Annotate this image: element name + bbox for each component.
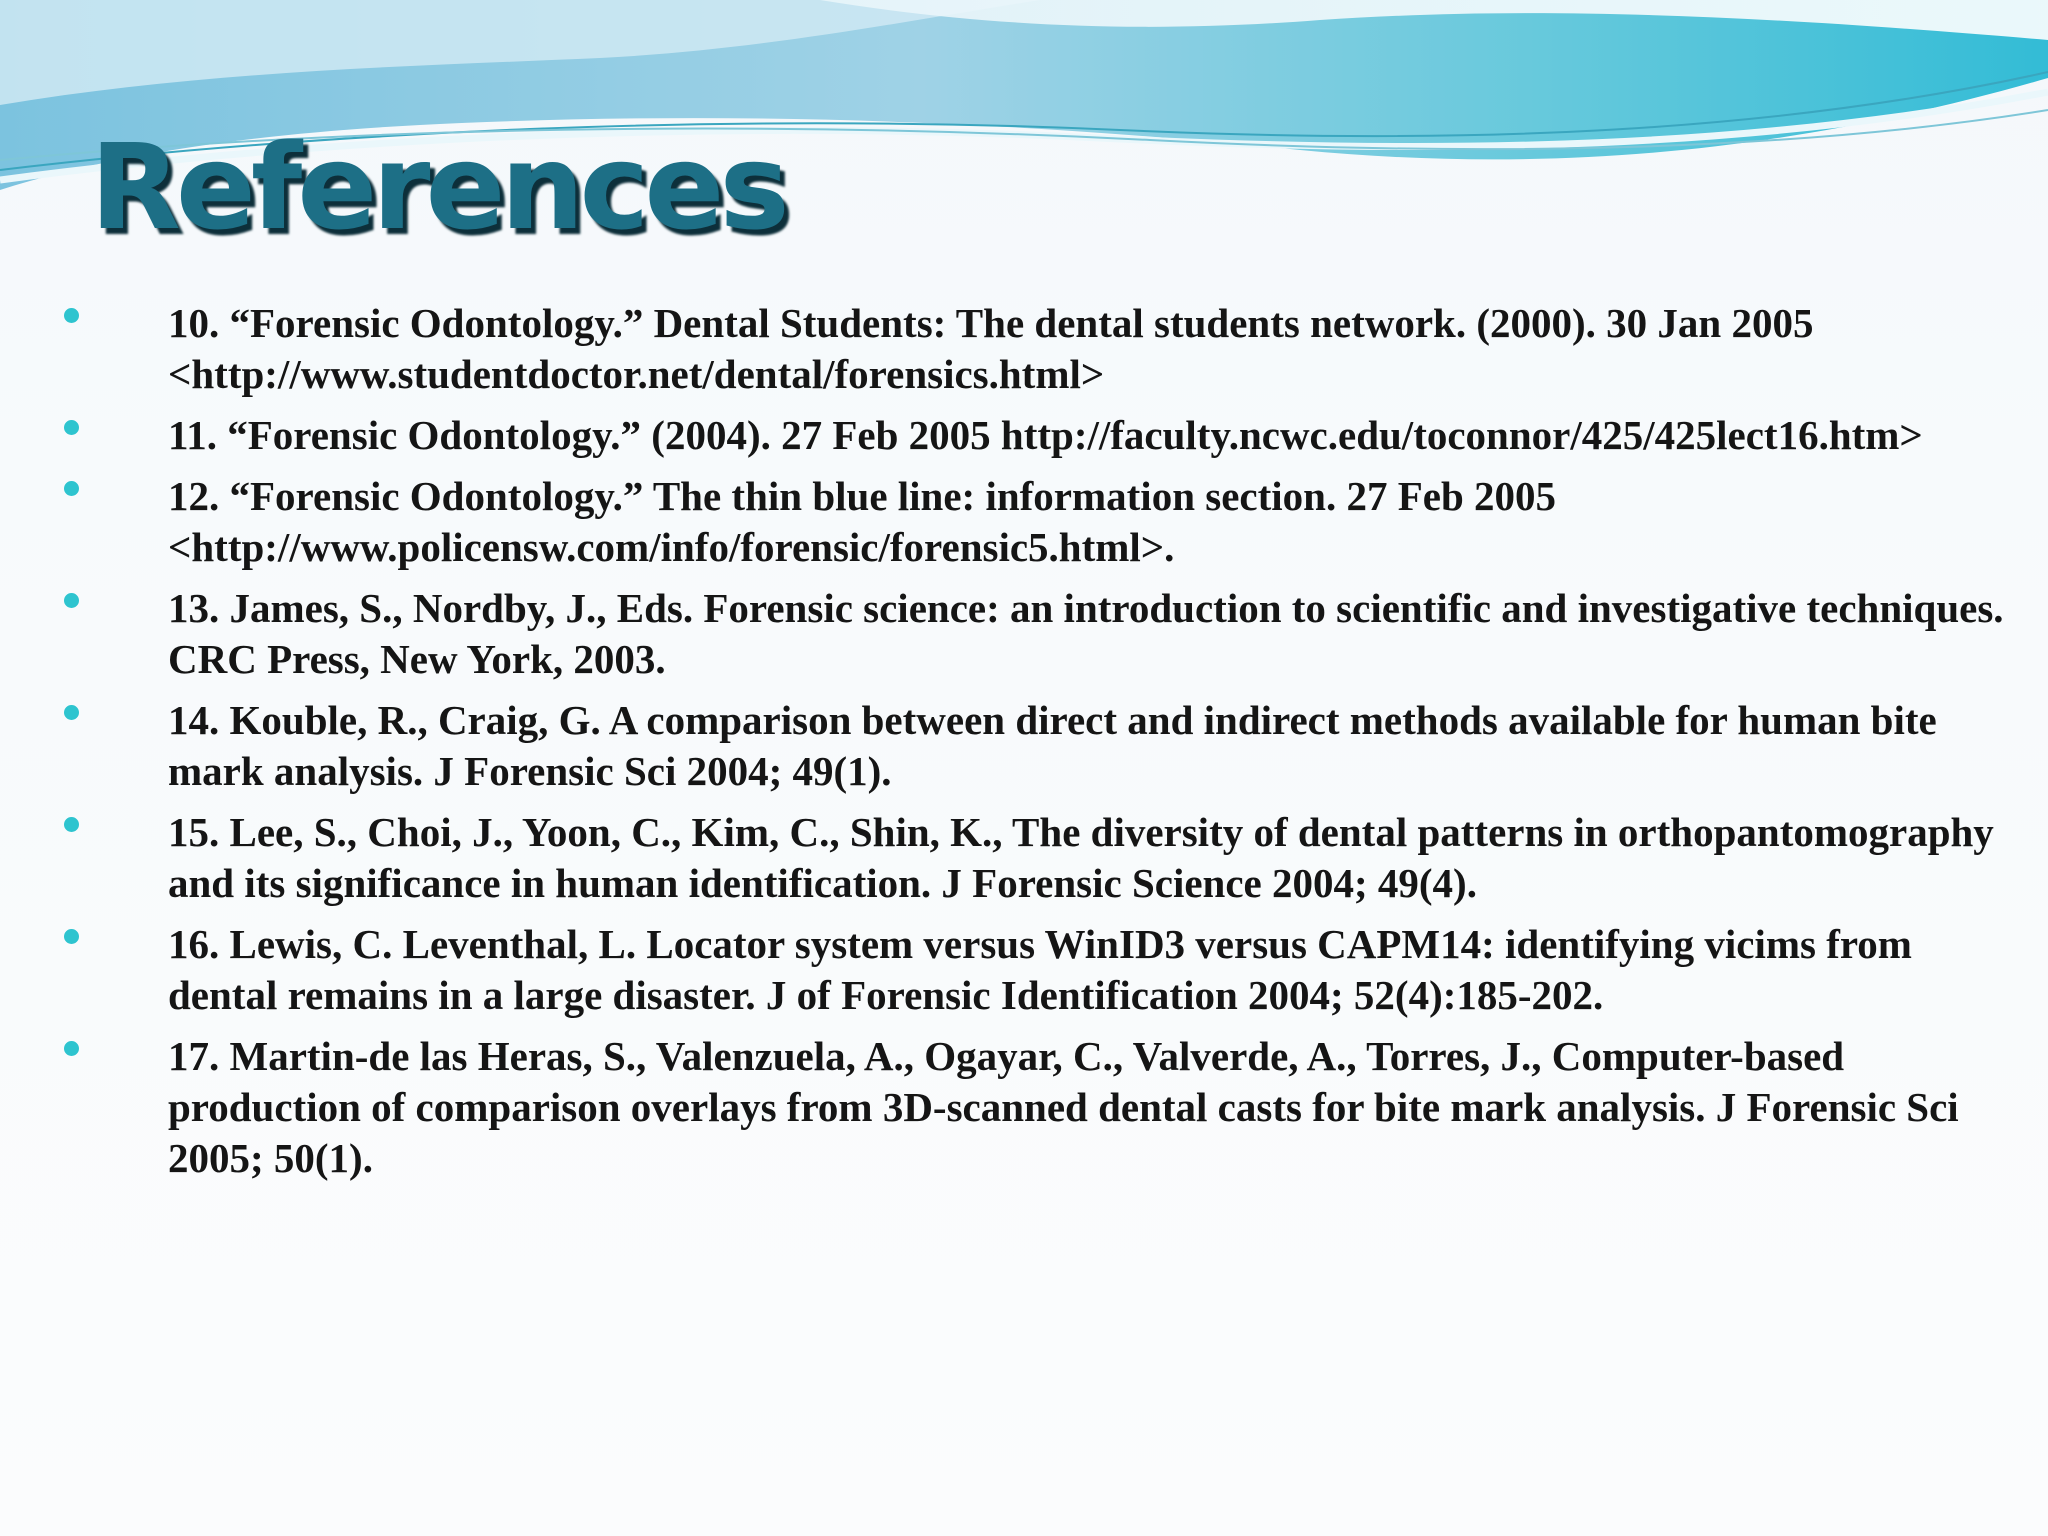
reference-text: 16. Lewis, C. Leventhal, L. Locator system versus WinID3 versus CAPM14: identifying vicims from dental remains in a large disaster. J of Forensic Identification 2004; 52(4):185-202. xyxy=(168,921,1912,1018)
bullet-icon xyxy=(64,420,79,435)
reference-item-12 xyxy=(0,471,2048,573)
bullet-icon xyxy=(64,1041,79,1056)
reference-item-17 xyxy=(0,1031,2048,1184)
bullet-icon xyxy=(64,705,79,720)
bullet-icon xyxy=(64,481,79,496)
reference-text: 17. Martin-de las Heras, S., Valenzuela, A., Ogayar, C., Valverde, A., Torres, J., Computer-based production of comparison overlays from 3D-scanned dental casts for bite mark analysis. J Forensic Sci 2005; 50(1). xyxy=(168,1033,1959,1181)
bullet-icon xyxy=(64,593,79,608)
reference-text: 11. “Forensic Odontology.” (2004). 27 Feb 2005 http://faculty.ncwc.edu/toconnor/425/425lect16.htm> xyxy=(168,412,1923,458)
reference-item-11 xyxy=(0,410,2048,461)
reference-item-13 xyxy=(0,583,2048,685)
bullet-icon xyxy=(64,308,79,323)
reference-item-16 xyxy=(0,919,2048,1021)
reference-item-14 xyxy=(0,695,2048,797)
reference-item-10 xyxy=(0,298,2048,400)
reference-text: 13. James, S., Nordby, J., Eds. Forensic science: an introduction to scientific and investigative techniques. CRC Press, New York, 2003. xyxy=(168,585,2004,682)
reference-list xyxy=(0,298,2048,1194)
reference-text: 10. “Forensic Odontology.” Dental Students: The dental students network. (2000). 30 Jan 2005 <http://www.studentdoctor.net/dental/forensics.html> xyxy=(168,300,1814,397)
reference-item-15 xyxy=(0,807,2048,909)
reference-text: 12. “Forensic Odontology.” The thin blue line: information section. 27 Feb 2005 <http://www.policensw.com/info/forensic/forensic5.html>. xyxy=(168,473,1556,570)
bullet-icon xyxy=(64,817,79,832)
bullet-icon xyxy=(64,929,79,944)
reference-text: 15. Lee, S., Choi, J., Yoon, C., Kim, C., Shin, K., The diversity of dental patterns in orthopantomography and its significance in human identification. J Forensic Science 2004; 49(4). xyxy=(168,809,1994,906)
slide-title: References xyxy=(90,118,785,256)
reference-text: 14. Kouble, R., Craig, G. A comparison between direct and indirect methods available for human bite mark analysis. J Forensic Sci 2004; 49(1). xyxy=(168,697,1937,794)
